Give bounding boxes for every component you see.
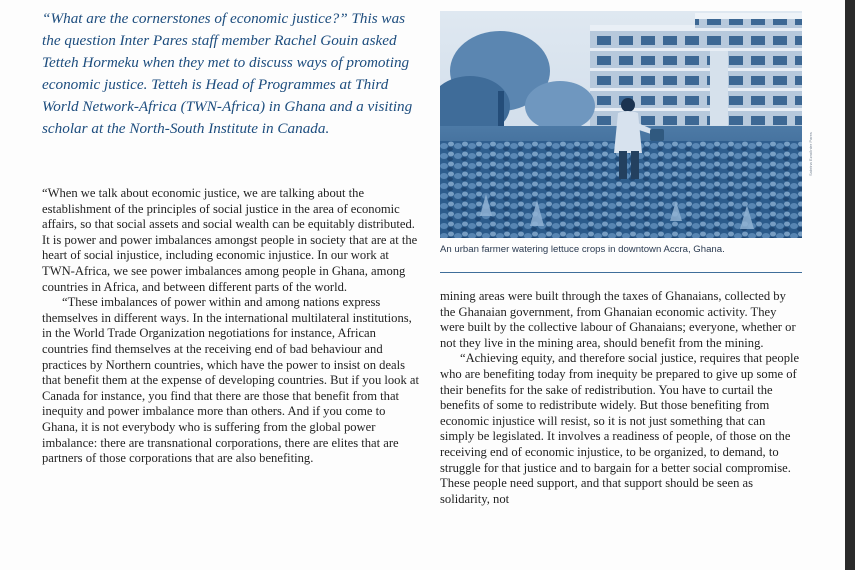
right-paragraph-1: mining areas were built through the taxes of Ghanaians, collected by the Ghanaian government, from Ghanaian economic activity. They were built by the collective labour of Ghanaians; everyone, whether or not they live in the mining area, should benefit from the mining. bbox=[440, 289, 796, 350]
photo bbox=[440, 11, 802, 238]
page-edge bbox=[845, 0, 855, 570]
section-divider bbox=[440, 272, 802, 273]
left-paragraph-2: “These imbalances of power within and among nations express themselves in different ways. In the international multilateral institutions, in the World Trade Organization negotiations for instance, African countries find themselves at the receiving end of bad behaviour and practices by Northern countries, which have the power to insist on deals that benefit them at the expense of developing countries. But if you look at Canada for instance, you find that there are those that benefit from that inequity and power imbalance more than others. And if you come to Ghana, it is not everybody who is suffering from the global power imbalance: there are transnational corporations, there are elites that are partners of those corporations that are also benefiting. bbox=[42, 295, 420, 466]
urban-farm-photo bbox=[440, 11, 802, 238]
photo-credit: Sabrina Ezra/Inter Pares bbox=[808, 132, 813, 176]
left-column bbox=[42, 186, 420, 467]
intro-paragraph: “What are the cornerstones of economic justice?” This was the question Inter Pares staff member Rachel Gouin asked Tetteh Hormeku when they met to discuss ways of promoting economic justice. Tetteh is Head of Programmes at Third World Network-Africa (TWN-Africa) in Ghana and a visiting scholar at the North-South Institute in Canada. bbox=[42, 10, 413, 137]
photo-caption: An urban farmer watering lettuce crops in downtown Accra, Ghana. bbox=[440, 244, 725, 255]
right-column bbox=[440, 289, 802, 507]
right-paragraph-2: “Achieving equity, and therefore social justice, requires that people who are benefiting today from inequity be prepared to give up some of their benefits for the sake of redistribution. You have to curtail the benefits of some to redistribute widely. But those benefiting from economic injustice will resist, so it is not just something that can simply be legislated. It involves a readiness of people, of those on the receiving end of economic injustice, to be organized, to demand, to struggle for that justice and to bargain for a better social compromise. These people need support, and that support should be seen as solidarity, not bbox=[440, 351, 800, 506]
left-paragraph-1: “When we talk about economic justice, we are talking about the establishment of the principles of social justice in the area of economic affairs, so that social assets and social wealth can be equitably distributed. It is power and power imbalances amongst people in society that are at the heart of social injustice, including economic injustice. In our work at TWN-Africa, we see power imbalances among people in Ghana, among countries in Africa, and between different parts of the world. bbox=[42, 186, 418, 294]
